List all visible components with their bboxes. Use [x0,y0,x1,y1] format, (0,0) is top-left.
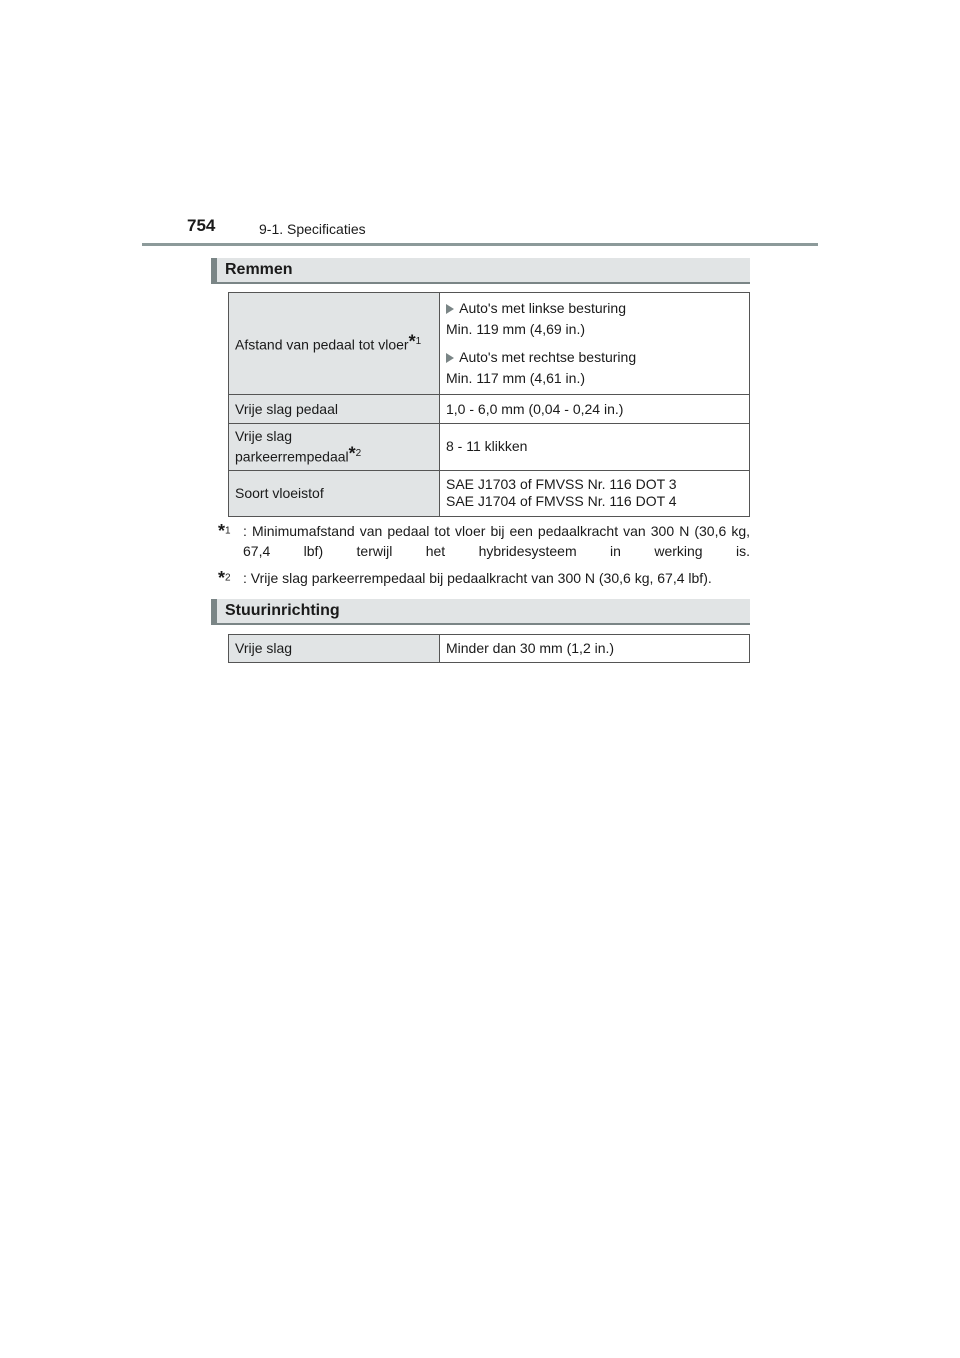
row-label: Vrije slag [229,635,440,663]
footnote-mark: * [348,443,356,464]
value-heading [446,349,743,366]
section-heading-stuurinrichting [211,599,750,625]
row-value: 1,0 - 6,0 mm (0,04 - 0,24 in.) [440,395,750,424]
row-value: Minder dan 30 mm (1,2 in.) [440,635,750,663]
value-text: Min. 119 mm (4,69 in.) [446,321,586,337]
section-title: Remmen [225,261,293,278]
section-heading-remmen [211,258,750,284]
table-row [229,395,750,424]
triangle-right-icon [446,353,454,363]
label-cell [229,424,440,471]
footnote-number: 2 [225,572,231,584]
footnote-text: : Minimumafstand van pedaal tot vloer bij een pedaalkracht van 300 N (30,6 kg, 67,4 lbf) terwijl het hybridesysteem in werking is. [243,523,750,559]
footnote-number: 2 [355,448,362,459]
table-row [229,470,750,516]
value-cell [440,293,750,395]
table-row [229,635,750,663]
value-cell [440,470,750,516]
table-row [229,293,750,395]
section-bar [211,599,217,623]
brakes-spec-table [228,292,750,517]
footnote-number: 1 [225,525,231,537]
value-heading-text: Auto's met linkse besturing [459,300,626,316]
row-label: Afstand van pedaal tot vloer [235,336,409,353]
value-heading-text: Auto's met rechtse besturing [459,349,637,365]
footnote-mark: * [218,521,226,541]
row-label: Vrije slag pedaal [229,395,440,424]
row-label: parkeerrempedaal [235,448,349,465]
footnote-mark: * [408,331,416,352]
page-header [0,0,960,250]
page-number: 754 [187,216,216,235]
footnote-text: : Vrije slag parkeerrempedaal bij pedaalkracht van 300 N (30,6 kg, 67,4 lbf). [243,570,712,586]
section-bar [211,258,217,282]
footnote-marker [218,521,231,544]
footnote-marker [218,568,231,591]
steering-spec-table [228,634,750,663]
value-heading [446,300,743,317]
row-label: Vrije slag [235,428,293,444]
section-title: Stuurinrichting [225,602,340,619]
row-value: SAE J1703 of FMVSS Nr. 116 DOT 3 [446,476,677,493]
label-cell [229,293,440,395]
value-text: Min. 117 mm (4,61 in.) [446,370,586,386]
table-row [229,424,750,471]
row-label: Soort vloeistof [229,470,440,516]
footnote-mark: * [218,568,226,588]
footnote-number: 1 [415,336,422,348]
row-value: 8 - 11 klikken [440,424,750,471]
section-name: 9-1. Specificaties [259,221,366,237]
header-rule [142,243,818,246]
triangle-right-icon [446,304,454,314]
row-value: SAE J1704 of FMVSS Nr. 116 DOT 4 [446,493,677,510]
